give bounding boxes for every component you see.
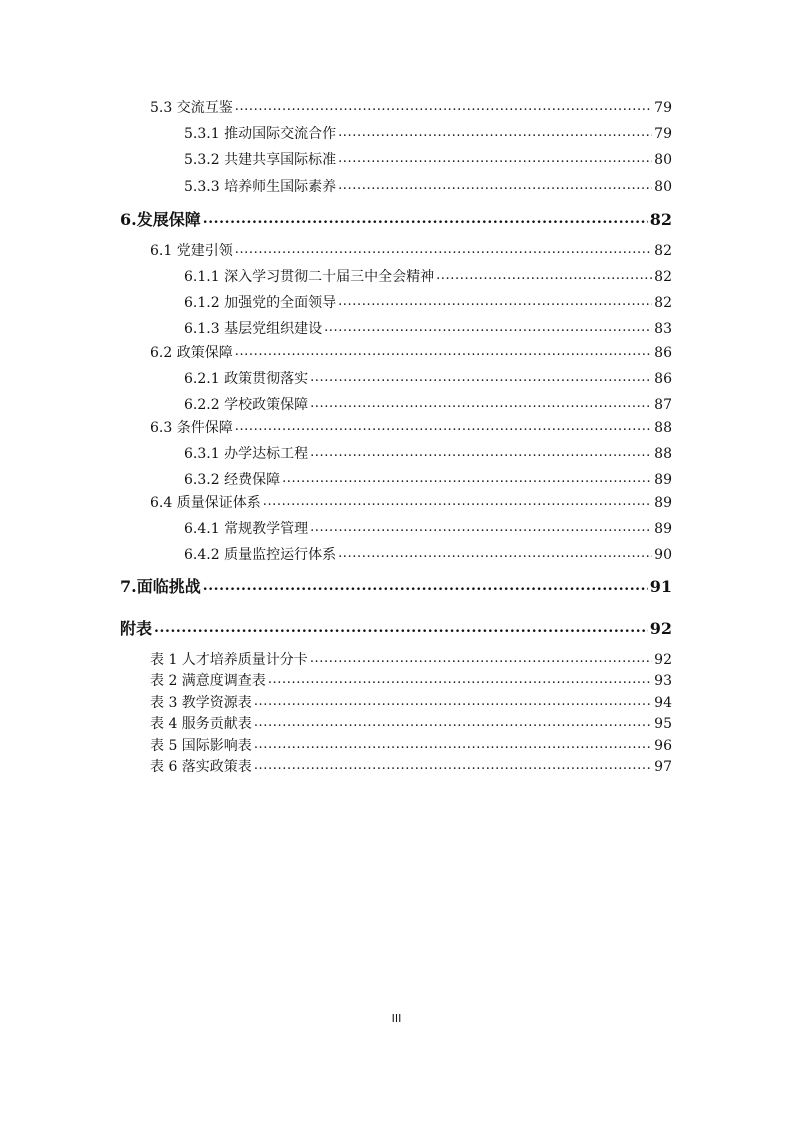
dot-leader [338, 125, 652, 143]
dot-leader [254, 737, 652, 755]
toc-entry-table-1[interactable] [150, 651, 672, 669]
toc-entry-label: 5.3 交流互鉴 [150, 100, 233, 116]
dot-leader [235, 419, 652, 437]
toc-entry-page: 95 [654, 716, 672, 732]
toc-entry-label: 表 5 国际影响表 [150, 738, 252, 754]
page-number: III [391, 1012, 402, 1025]
toc-entry-6-4[interactable] [150, 494, 672, 512]
dot-leader [310, 520, 652, 538]
toc-entry-table-3[interactable] [150, 694, 672, 712]
dot-leader [338, 178, 652, 196]
toc-entry-6-4-1[interactable] [184, 520, 672, 538]
toc-entry-page: 79 [654, 100, 672, 116]
toc-entry-label: 6.1.2 加强党的全面领导 [184, 295, 337, 311]
dot-leader [268, 672, 652, 690]
toc-entry-label: 5.3.3 培养师生国际素养 [184, 179, 337, 195]
toc-entry-page: 92 [654, 652, 672, 668]
toc-entry-page: 82 [654, 243, 672, 259]
dot-leader [203, 210, 648, 230]
toc-entry-6-3[interactable] [150, 419, 672, 437]
toc-entry-7[interactable] [120, 577, 672, 597]
toc-entry-page: 94 [654, 695, 672, 711]
dot-leader [203, 577, 648, 597]
toc-entry-page: 90 [654, 547, 672, 563]
dot-leader [235, 99, 652, 117]
toc-entry-page: 83 [654, 321, 672, 337]
toc-entry-table-6[interactable] [150, 758, 672, 776]
toc-entry-6-4-2[interactable] [184, 546, 672, 564]
toc-entry-label: 6.3.2 经费保障 [184, 472, 281, 488]
toc-entry-6-2-1[interactable] [184, 370, 672, 388]
toc-entry-label: 6.4 质量保证体系 [150, 495, 261, 511]
dot-leader [338, 546, 652, 564]
toc-entry-6-1-3[interactable] [184, 320, 672, 338]
toc-entry-page: 80 [654, 179, 672, 195]
toc-entry-page: 82 [654, 295, 672, 311]
toc-entry-6-3-2[interactable] [184, 471, 672, 489]
dot-leader [282, 471, 652, 489]
toc-entry-label: 5.3.1 推动国际交流合作 [184, 126, 337, 142]
dot-leader [310, 370, 652, 388]
toc-entry-page: 96 [654, 738, 672, 754]
toc-entry-page: 86 [654, 371, 672, 387]
dot-leader [254, 715, 652, 733]
dot-leader [235, 344, 652, 362]
dot-leader [338, 151, 652, 169]
toc-entry-label: 6.2.1 政策贯彻落实 [184, 371, 309, 387]
toc-entry-page: 80 [654, 152, 672, 168]
toc-entry-page: 82 [654, 269, 672, 285]
toc-entry-page: 97 [654, 759, 672, 775]
toc-entry-label: 6.3 条件保障 [150, 420, 233, 436]
toc-entry-6-2[interactable] [150, 344, 672, 362]
toc-entry-label: 6.1 党建引领 [150, 243, 233, 259]
toc-entry-6-2-2[interactable] [184, 396, 672, 414]
dot-leader [436, 268, 652, 286]
toc-entry-6-1-1[interactable] [184, 268, 672, 286]
toc-entry-page: 88 [654, 446, 672, 462]
toc-entry-label: 表 3 教学资源表 [150, 695, 252, 711]
dot-leader [310, 445, 652, 463]
toc-entry-5-3[interactable] [150, 99, 672, 117]
toc-entry-label: 5.3.2 共建共享国际标准 [184, 152, 337, 168]
dot-leader [324, 320, 652, 338]
dot-leader [338, 294, 652, 312]
toc-entry-label: 6.4.2 质量监控运行体系 [184, 547, 337, 563]
toc-entry-page: 93 [654, 673, 672, 689]
toc-entry-label: 6.2.2 学校政策保障 [184, 397, 309, 413]
toc-entry-page: 89 [654, 495, 672, 511]
toc-entry-6-3-1[interactable] [184, 445, 672, 463]
toc-entry-page: 82 [649, 210, 672, 229]
toc-entry-page: 92 [649, 619, 672, 638]
toc-entry-label: 6.发展保障 [120, 210, 201, 229]
toc-entry-label: 6.3.1 办学达标工程 [184, 446, 309, 462]
toc-entry-table-4[interactable] [150, 715, 672, 733]
toc-entry-label: 7.面临挑战 [120, 577, 201, 596]
dot-leader [254, 694, 652, 712]
toc-entry-page: 89 [654, 521, 672, 537]
toc-entry-table-2[interactable] [150, 672, 672, 690]
toc-entry-6[interactable] [120, 210, 672, 230]
toc-entry-label: 附表 [120, 619, 153, 638]
toc-entry-page: 89 [654, 472, 672, 488]
toc-entry-label: 6.1.3 基层党组织建设 [184, 321, 323, 337]
dot-leader [310, 396, 652, 414]
dot-leader [154, 619, 648, 639]
toc-entry-page: 91 [649, 577, 672, 596]
toc-entry-5-3-3[interactable] [184, 178, 672, 196]
toc-entry-page: 79 [654, 126, 672, 142]
toc-entry-label: 6.1.1 深入学习贯彻二十届三中全会精神 [184, 269, 435, 285]
toc-entry-appendix[interactable] [120, 619, 672, 639]
toc-entry-label: 6.4.1 常规教学管理 [184, 521, 309, 537]
dot-leader [310, 651, 652, 669]
toc-entry-6-1-2[interactable] [184, 294, 672, 312]
toc-entry-6-1[interactable] [150, 242, 672, 260]
toc-entry-page: 88 [654, 420, 672, 436]
dot-leader [254, 758, 652, 776]
toc-entry-label: 表 2 满意度调查表 [150, 673, 266, 689]
dot-leader [263, 494, 652, 512]
toc-entry-5-3-1[interactable] [184, 125, 672, 143]
toc-entry-label: 表 4 服务贡献表 [150, 716, 252, 732]
toc-entry-label: 表 6 落实政策表 [150, 759, 252, 775]
dot-leader [235, 242, 652, 260]
toc-entry-page: 86 [654, 345, 672, 361]
toc-entry-page: 87 [654, 397, 672, 413]
toc-entry-5-3-2[interactable] [184, 151, 672, 169]
toc-entry-label: 6.2 政策保障 [150, 345, 233, 361]
toc-entry-table-5[interactable] [150, 737, 672, 755]
toc-entry-label: 表 1 人才培养质量计分卡 [150, 652, 308, 668]
